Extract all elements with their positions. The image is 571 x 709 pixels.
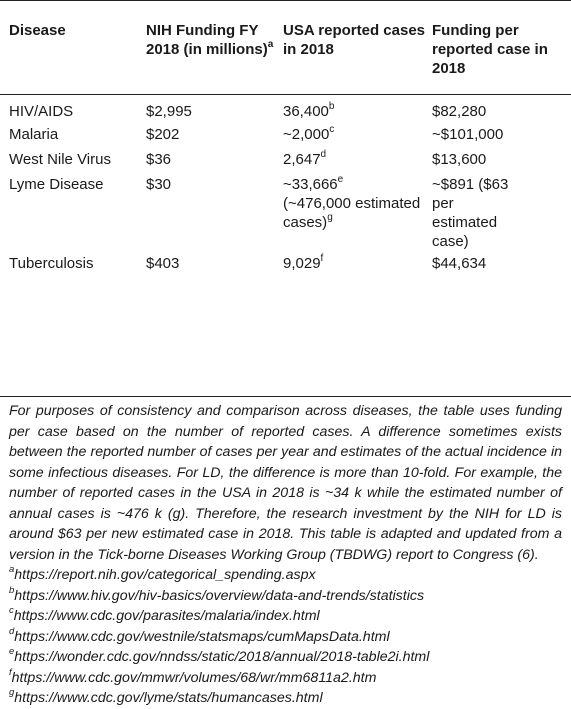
cell-cases-sup: e [337,174,344,185]
cell-per-case: ~$101,000 [432,126,504,143]
cell-cases-estimate: (~476,000 estimated cases) [283,195,421,231]
table-row [0,251,571,279]
cell-funding: $2,995 [146,103,192,120]
cell-funding: $36 [146,151,172,168]
table-notes [9,401,562,709]
footnote-b [9,586,562,607]
cell-cases [283,95,432,122]
footnote-link[interactable]: https://www.hiv.gov/hiv-basics/overview/data-and-trends/statistics [14,587,425,604]
cell-cases-value: 2,647 [283,151,321,168]
footnote-c [9,606,562,627]
cell-disease: HIV/AIDS [9,103,74,120]
footnote-link[interactable]: https://wonder.cdc.gov/nndss/static/2018/annual/2018-table2i.html [14,649,430,665]
footnote-link[interactable]: https://www.cdc.gov/mmwr/volumes/68/wr/mm6811a2.htm [11,669,377,686]
header-funding-text: NIH Funding FY 2018 (in millions) [146,22,268,58]
cell-cases [283,251,432,279]
footnote-link[interactable]: https://www.cdc.gov/lyme/stats/humancases.html [14,690,323,706]
header-cases: USA reported cases in 2018 [283,22,426,58]
footnote-f [9,668,562,689]
cell-cases-value: ~33,666 [283,176,338,193]
footnote-mark: c [9,605,14,617]
cell-cases-sup: f [320,253,324,264]
cell-cases-value: 9,029 [283,255,321,272]
table-row [0,171,571,251]
cell-cases [283,146,432,171]
table-note-paragraph: For purposes of consistency and comparison across diseases, the table uses funding per case based on the number of reported cases. A difference sometimes exists between the reported number of cases per year and estimates of the actual incidence in some infectious diseases. For LD, the difference is more than 10-fold. For example, the number of reported cases in the USA in 2018 is ~34 k while the estimated number of annual cases is ~476 k (g). Therefore, the research investment by the NIH for LD is around $63 per new estimated case in 2018. This table is adapted and updated from a version in the Tick-borne Diseases Working Group (TBDWG) report to Congress (6). [9,403,562,563]
footnote-mark: f [9,666,12,678]
cell-disease: West Nile Virus [9,151,111,168]
cell-cases-value: ~2,000 [283,126,330,143]
cell-disease: Lyme Disease [9,176,104,193]
header-per-case: Funding per reported case in 2018 [432,22,548,77]
header-row [0,1,571,95]
table-row [0,146,571,171]
cell-cases-sup: c [329,124,335,135]
cell-cases-sup: d [320,149,327,160]
cell-funding: $30 [146,176,172,193]
footnote-e [9,647,562,668]
cell-disease: Tuberculosis [9,255,94,272]
footnote-mark: b [9,584,15,596]
footnote-d [9,627,562,648]
cell-per-case: ~$891 ($63 per estimated case) [432,176,509,250]
footnote-g [9,688,562,709]
table-row [0,95,571,122]
footnote-a [9,565,562,586]
footnote-link[interactable]: https://report.nih.gov/categorical_spending.aspx [14,567,316,583]
header-funding [146,1,283,95]
footnote-mark: g [9,687,15,699]
cell-per-case: $82,280 [432,103,487,120]
cell-cases [283,121,432,146]
footnote-mark: a [9,564,15,576]
table-bottom-rule [0,396,571,397]
cell-per-case: $13,600 [432,151,487,168]
footnote-mark: e [9,646,15,658]
cell-per-case: $44,634 [432,255,487,272]
header-funding-sup: a [267,39,274,50]
cell-cases [283,171,432,251]
cell-cases-value: 36,400 [283,103,329,120]
footnote-link[interactable]: https://www.cdc.gov/parasites/malaria/index.html [13,608,320,624]
funding-table [0,0,571,279]
footnote-mark: d [9,625,15,637]
footnote-link[interactable]: https://www.cdc.gov/westnile/statsmaps/cumMapsData.html [14,628,390,645]
cell-funding: $403 [146,255,180,272]
cell-cases-sup: b [328,101,335,112]
header-disease: Disease [9,22,66,39]
cell-cases-estimate-sup: g [327,212,333,223]
cell-funding: $202 [146,126,180,143]
table-row [0,121,571,146]
cell-disease: Malaria [9,126,59,143]
